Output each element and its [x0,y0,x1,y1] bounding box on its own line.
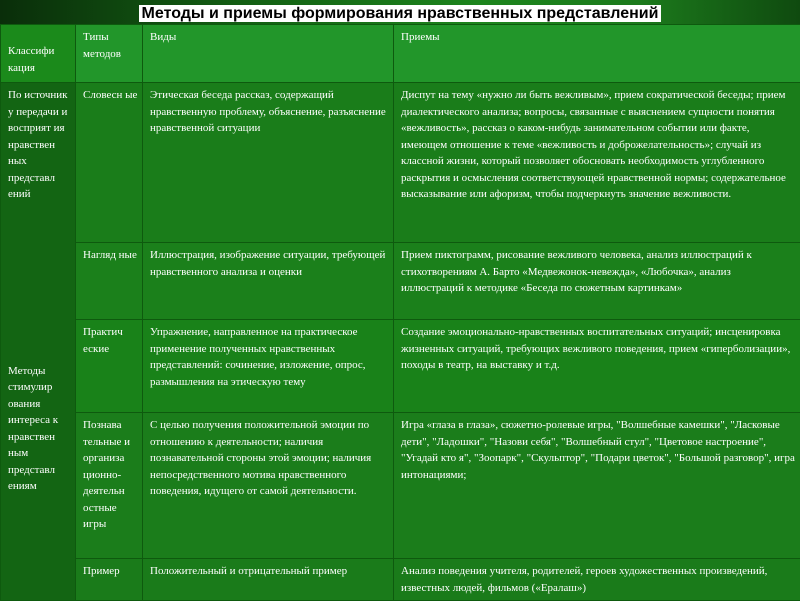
techniques-cell: Диспут на тему «нужно ли быть вежливым», прием сократической беседы; прием диалектического анализа; вопросы, связанные с выяснением сущности понятия «вежливость», рассказ о каком-нибудь занимательном событии или факте, имеющем отношение к теме «вежливость и доброжелательность»; случай из классной жизни, который позволяет обосновать необходимость углубленного раскрытия и осмысления соответствующей нравственной нормы; содержательное высказывание или афоризм, чтобы подчеркнуть значение вежливости. [394,83,800,243]
type-cell: Словесн ые [76,83,143,243]
type-cell: Практич еские [76,320,143,413]
type-cell: Нагляд ные [76,243,143,320]
table-row [1,559,800,601]
kinds-cell: Положительный и отрицательный пример [143,559,394,601]
classification-stimulation: Методы стимулир ования интереса к нравствен ным представл ениям [8,363,71,495]
kinds-cell: Этическая беседа рассказ, содержащий нравственную проблему, объяснение, разъяснение нравственной ситуации [143,83,394,243]
header-types: Типы методов [76,25,143,83]
kinds-cell: С целью получения положительной эмоции по отношению к деятельности; наличия познавательной стороны этой эмоции; наличия непосредственного мотива нравственного поведения, идущего от самой деятельности. [143,413,394,559]
techniques-cell: Создание эмоционально-нравственных воспитательных ситуаций; инсценировка жизненных ситуаций, требующих вежливого поведения, прием «гиперболизации», походы в театр, на выставку и т.д. [394,320,800,413]
table-row [1,320,800,413]
techniques-cell: Анализ поведения учителя, родителей, героев художественных произведений, известных людей, фильмов («Ералаш») [394,559,800,601]
classification-source: По источник у передачи и восприят ия нравствен ных представл ений [8,87,71,203]
techniques-cell: Игра «глаза в глаза», сюжетно-ролевые игры, "Волшебные камешки", "Ласковые дети", "Ладошки", "Назови себя", "Волшебный стул", "Цветовое настроение", "Угадай кто я", "Зоопарк", "Скульптор", "Подари цветок", "Большой разговор", игра интонациями; [394,413,800,559]
kinds-cell: Упражнение, направленное на практическое применение полученных нравственных представлений: сочинение, изложение, опрос, размышления на этическую тему [143,320,394,413]
table-row [1,413,800,559]
classification-cell [1,83,76,601]
page-title-text: Методы и приемы формирования нравственных представлений [139,5,662,22]
type-cell: Познава тельные и организа ционно-деятельн остные игры [76,413,143,559]
header-kinds: Виды [143,25,394,83]
techniques-cell: Прием пиктограмм, рисование вежливого человека, анализ иллюстраций к стихотворениям А. Барто «Медвежонок-невежда», «Любочка», анализ иллюстраций к методике «Беседа по сюжетным картинкам» [394,243,800,320]
table-row [1,243,800,320]
header-classification: Классифи кация [1,25,76,83]
table-row [1,83,800,243]
page-title [0,4,800,24]
type-cell: Пример [76,559,143,601]
methods-table [0,24,800,601]
kinds-cell: Иллюстрация, изображение ситуации, требующей нравственного анализа и оценки [143,243,394,320]
header-row [1,25,800,83]
header-techniques: Приемы [394,25,800,83]
